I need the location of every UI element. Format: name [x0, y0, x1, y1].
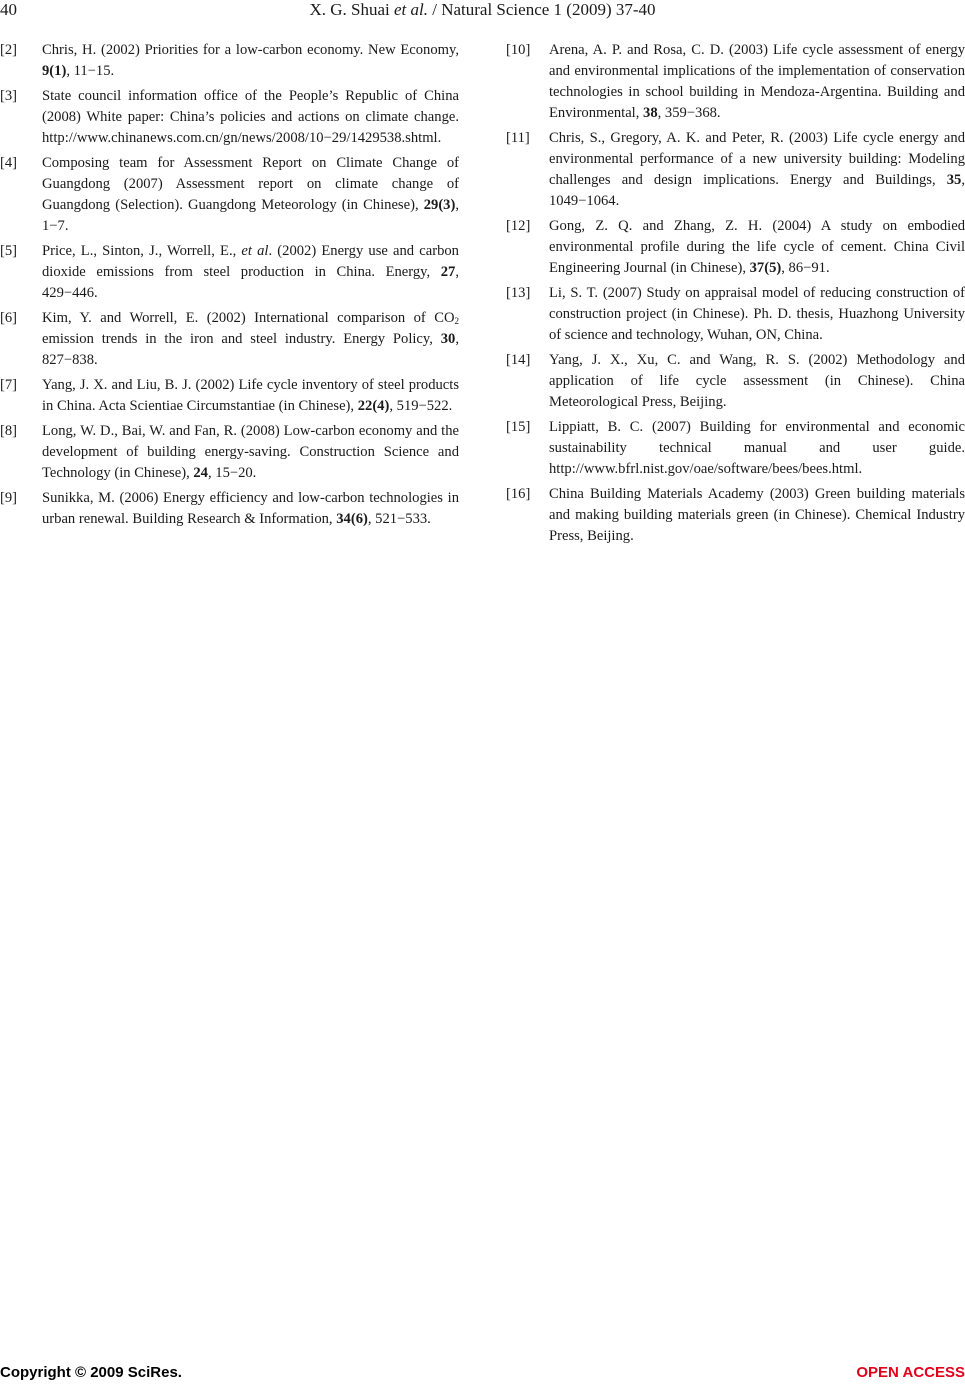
reference-number: [10]	[506, 42, 531, 58]
reference-number: [12]	[506, 218, 531, 234]
reference-volume: 38	[643, 105, 658, 121]
reference-entry	[0, 153, 459, 237]
reference-text-part: . (2002) Energy use and carbon dioxide emissions from steel production in China. Energy,	[42, 243, 459, 280]
reference-entry	[0, 308, 459, 371]
reference-entry	[0, 86, 459, 149]
reference-number: [7]	[0, 377, 18, 393]
reference-text	[42, 241, 459, 304]
reference-text-part: , 1049−1064.	[549, 172, 965, 209]
copyright-notice: Copyright © 2009 SciRes.	[0, 1364, 182, 1381]
reference-text-part: , 1−7.	[42, 197, 459, 234]
reference-text-part: , 827−838.	[42, 331, 459, 368]
running-head-et-al: et al.	[393, 0, 428, 19]
reference-text-part: , 429−446.	[42, 264, 459, 301]
reference-text	[42, 488, 459, 530]
reference-volume: 30	[440, 331, 456, 347]
reference-text-part: Kim, Y. and Worrell, E. (2002) International comparison of CO	[42, 310, 455, 326]
reference-entry	[0, 375, 459, 417]
reference-text-part: Long, W. D., Bai, W. and Fan, R. (2008) Low-carbon economy and the development of building energy-saving. Construction Science and Technology (in Chinese),	[42, 423, 459, 481]
reference-volume: 37(5)	[749, 260, 782, 276]
reference-text	[42, 375, 459, 417]
reference-volume: 35	[946, 172, 962, 188]
running-head-authors: X. G. Shuai	[309, 0, 394, 19]
reference-number: [3]	[0, 88, 18, 104]
reference-text-part: China Building Materials Academy (2003) Green building materials and making building materials green (in Chinese). Chemical Industry Press, Beijing.	[549, 486, 965, 544]
reference-number: [11]	[506, 130, 530, 146]
reference-text	[42, 86, 459, 149]
reference-text-part: , 86−91.	[781, 260, 830, 276]
reference-number: [16]	[506, 486, 531, 502]
reference-volume: 29(3)	[423, 197, 456, 213]
reference-entry	[0, 40, 459, 82]
running-head	[0, 0, 965, 20]
page-header	[0, 0, 965, 22]
reference-text-part: Lippiatt, B. C. (2007) Building for environmental and economic sustainability technical manual and user guide. http://www.bfrl.nist.gov/oae/software/bees/bees.html.	[549, 419, 965, 477]
reference-text-part: , 11−15.	[66, 63, 115, 79]
references-right-column	[506, 40, 965, 551]
references-left-column	[0, 40, 459, 534]
reference-text-part: Arena, A. P. and Rosa, C. D. (2003) Life cycle assessment of energy and environmental implications of the implementation of conservation technologies in school building in Mendoza-Argentina. Building and Environmental,	[549, 42, 965, 121]
reference-entry	[506, 128, 965, 212]
reference-volume: 27	[440, 264, 456, 280]
reference-volume: 22(4)	[357, 398, 390, 414]
reference-number: [5]	[0, 243, 18, 259]
reference-text	[42, 40, 459, 82]
reference-number: [6]	[0, 310, 18, 326]
reference-text	[549, 283, 965, 346]
reference-italic: et al	[241, 243, 269, 259]
reference-text-part: , 521−533.	[367, 511, 431, 527]
reference-number: [4]	[0, 155, 18, 171]
reference-text-part: , 519−522.	[389, 398, 453, 414]
reference-entry	[506, 484, 965, 547]
reference-text-part: Price, L., Sinton, J., Worrell, E.,	[42, 243, 242, 259]
reference-text-part: Composing team for Assessment Report on Climate Change of Guangdong (2007) Assessment report on climate change of Guangdong (Selection). Guangdong Meteorology (in Chinese),	[42, 155, 459, 213]
reference-entry	[0, 488, 459, 530]
reference-text-part: emission trends in the iron and steel industry. Energy Policy,	[42, 331, 441, 347]
reference-number: [8]	[0, 423, 18, 439]
reference-text-part: Chris, S., Gregory, A. K. and Peter, R. (2003) Life cycle energy and environmental performance of a new university building: Modeling challenges and design implications. Energy and Buildings,	[549, 130, 965, 188]
running-head-journal: / Natural Science 1 (2009) 37-40	[427, 0, 656, 19]
reference-subscript: 2	[454, 316, 459, 326]
reference-volume: 9(1)	[42, 63, 67, 79]
open-access-label: OPEN ACCESS	[856, 1364, 965, 1381]
reference-text-part: Chris, H. (2002) Priorities for a low-carbon economy. New Economy,	[42, 42, 459, 58]
reference-entry	[506, 283, 965, 346]
reference-text-part: Gong, Z. Q. and Zhang, Z. H. (2004) A study on embodied environmental profile during the life cycle of cement. China Civil Engineering Journal (in Chinese),	[549, 218, 965, 276]
reference-entry	[0, 421, 459, 484]
reference-number: [15]	[506, 419, 531, 435]
reference-text	[549, 350, 965, 413]
reference-text	[549, 216, 965, 279]
reference-entry	[506, 417, 965, 480]
reference-number: [14]	[506, 352, 531, 368]
reference-text	[549, 40, 965, 124]
reference-number: [9]	[0, 490, 18, 506]
reference-number: [13]	[506, 285, 531, 301]
reference-volume: 34(6)	[336, 511, 368, 527]
reference-text-part: State council information office of the People’s Republic of China (2008) White paper: China’s policies and actions on climate change. http://www.chinanews.com.cn/gn/news/2008/10−29/1429538.shtml.	[42, 88, 459, 146]
reference-text-part: Li, S. T. (2007) Study on appraisal model of reducing construction of construction project (in Chinese). Ph. D. thesis, Huazhong University of science and technology, Wuhan, ON, China.	[549, 285, 965, 343]
reference-text-part: Sunikka, M. (2006) Energy efficiency and low-carbon technologies in urban renewal. Building Research & Information,	[42, 490, 459, 527]
reference-entry	[506, 216, 965, 279]
reference-text	[549, 128, 965, 212]
reference-text-part: , 359−368.	[657, 105, 721, 121]
reference-text	[42, 308, 459, 371]
reference-entry	[0, 241, 459, 304]
reference-volume: 24	[193, 465, 208, 481]
reference-text	[549, 484, 965, 547]
reference-text-part: Yang, J. X. and Liu, B. J. (2002) Life cycle inventory of steel products in China. Acta Scientiae Circumstantiae (in Chinese),	[42, 377, 459, 414]
reference-text	[42, 153, 459, 237]
reference-text	[549, 417, 965, 480]
page-footer	[0, 1364, 965, 1384]
reference-entry	[506, 350, 965, 413]
reference-entry	[506, 40, 965, 124]
reference-text-part: Yang, J. X., Xu, C. and Wang, R. S. (2002) Methodology and application of life cycle assessment (in Chinese). China Meteorological Press, Beijing.	[549, 352, 965, 410]
reference-text	[42, 421, 459, 484]
reference-text-part: , 15−20.	[207, 465, 257, 481]
reference-number: [2]	[0, 42, 18, 58]
page-number: 40	[0, 0, 17, 19]
